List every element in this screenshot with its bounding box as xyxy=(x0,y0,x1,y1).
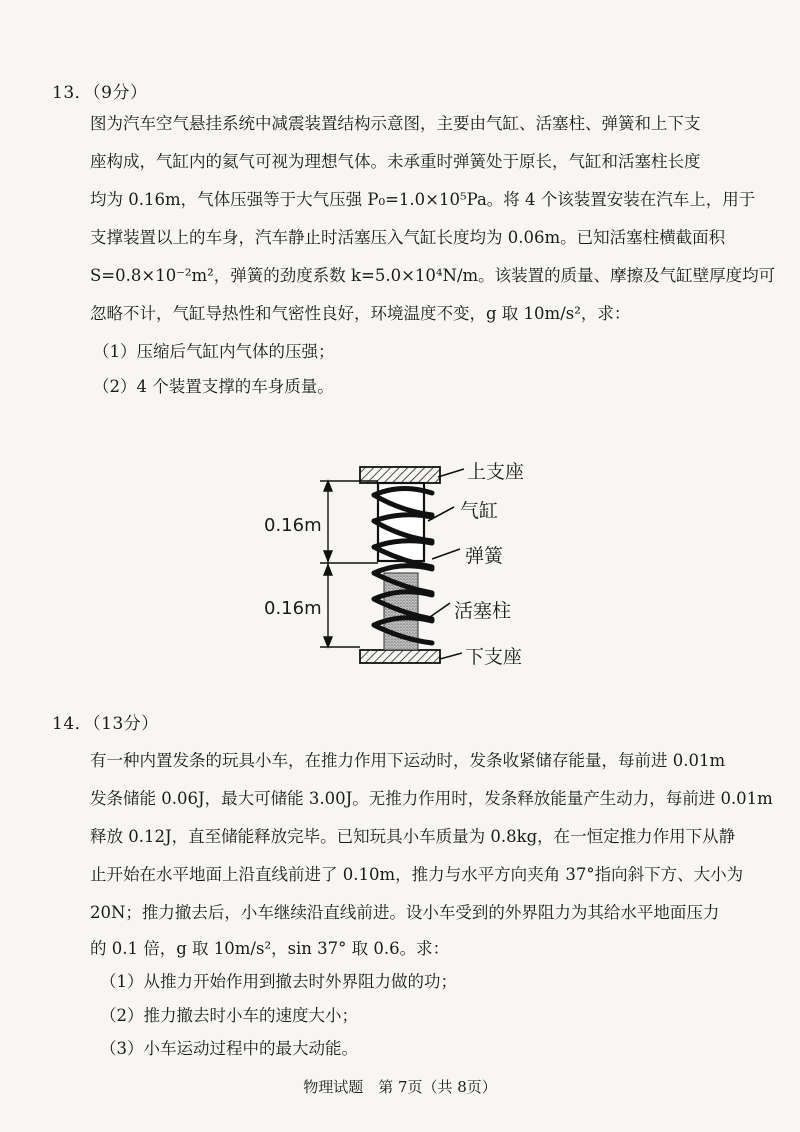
dimension-lower-label: 0.16m xyxy=(264,598,322,619)
cylinder-body xyxy=(378,483,424,561)
page-footer: 物理试题 第 7页（共 8页） xyxy=(303,1078,497,1096)
leader-lines xyxy=(428,469,464,659)
q14-header: 14．（13分） xyxy=(52,714,159,734)
q13-line-4: 支撑装置以上的车身，汽车静止时活塞压入气缸长度均为 0.06m。已知活塞柱横截面积 xyxy=(90,228,726,247)
q13-line-2: 座构成，气缸内的氦气可视为理想气体。未承重时弹簧处于原长，气缸和活塞柱长度 xyxy=(90,152,701,171)
q13-header: 13．（9分） xyxy=(52,83,148,103)
q13-subquestion-2: （2）4 个装置支撑的车身质量。 xyxy=(93,377,334,396)
q13-subquestion-1: （1）压缩后气缸内气体的压强； xyxy=(93,342,335,361)
q13-line-6: 忽略不计，气缸导热性和气密性良好，环境温度不变，g 取 10m/s²，求： xyxy=(90,304,631,323)
q14-line-4: 止开始在水平地面上沿直线前进了 0.10m，推力与水平方向夹角 37°指向斜下方、大小为 xyxy=(90,865,744,884)
label-upper-seat: 上支座 xyxy=(467,461,525,483)
q14-line-1: 有一种内置发条的玩具小车，在推力作用下运动时，发条收紧储存能量，每前进 0.01m xyxy=(90,751,726,770)
q14-subquestion-3: （3）小车运动过程中的最大动能。 xyxy=(100,1039,358,1058)
label-lower-seat: 下支座 xyxy=(465,646,523,668)
label-piston-column: 活塞柱 xyxy=(454,600,512,622)
q14-line-5: 20N；推力撤去后，小车继续沿直线前进。设小车受到的外界阻力为其给水平地面压力 xyxy=(90,903,720,922)
label-spring: 弹簧 xyxy=(465,545,504,567)
q14-subquestion-1: （1）从推力开始作用到撤去时外界阻力做的功； xyxy=(100,972,457,991)
dimension-lines xyxy=(320,481,378,647)
q13-line-3: 均为 0.16m，气体压强等于大气压强 P₀=1.0×10⁵Pa。将 4 个该装置安装在汽车上，用于 xyxy=(90,190,756,209)
dimension-upper-label: 0.16m xyxy=(264,515,322,536)
q13-line-1: 图为汽车空气悬挂系统中减震装置结构示意图，主要由气缸、活塞柱、弹簧和上下支 xyxy=(90,114,701,133)
q13-line-5: S=0.8×10⁻²m²，弹簧的劲度系数 k=5.0×10⁴N/m。该装置的质量、摩擦及气缸壁厚度均可 xyxy=(90,266,776,285)
label-cylinder: 气缸 xyxy=(460,500,499,522)
lower-seat-plate xyxy=(360,650,440,663)
shock-absorber-figure xyxy=(250,455,570,680)
q14-line-2: 发条储能 0.06J，最大可储能 3.00J。无推力作用时，发条释放能量产生动力，每前进 0.01m xyxy=(90,789,773,808)
q14-line-3: 释放 0.12J，直至储能释放完毕。已知玩具小车质量为 0.8kg，在一恒定推力作用下从静 xyxy=(90,827,736,846)
q14-subquestion-2: （2）推力撤去时小车的速度大小； xyxy=(100,1006,358,1025)
q14-line-6: 的 0.1 倍，g 取 10m/s²，sin 37° 取 0.6。求： xyxy=(90,939,450,958)
